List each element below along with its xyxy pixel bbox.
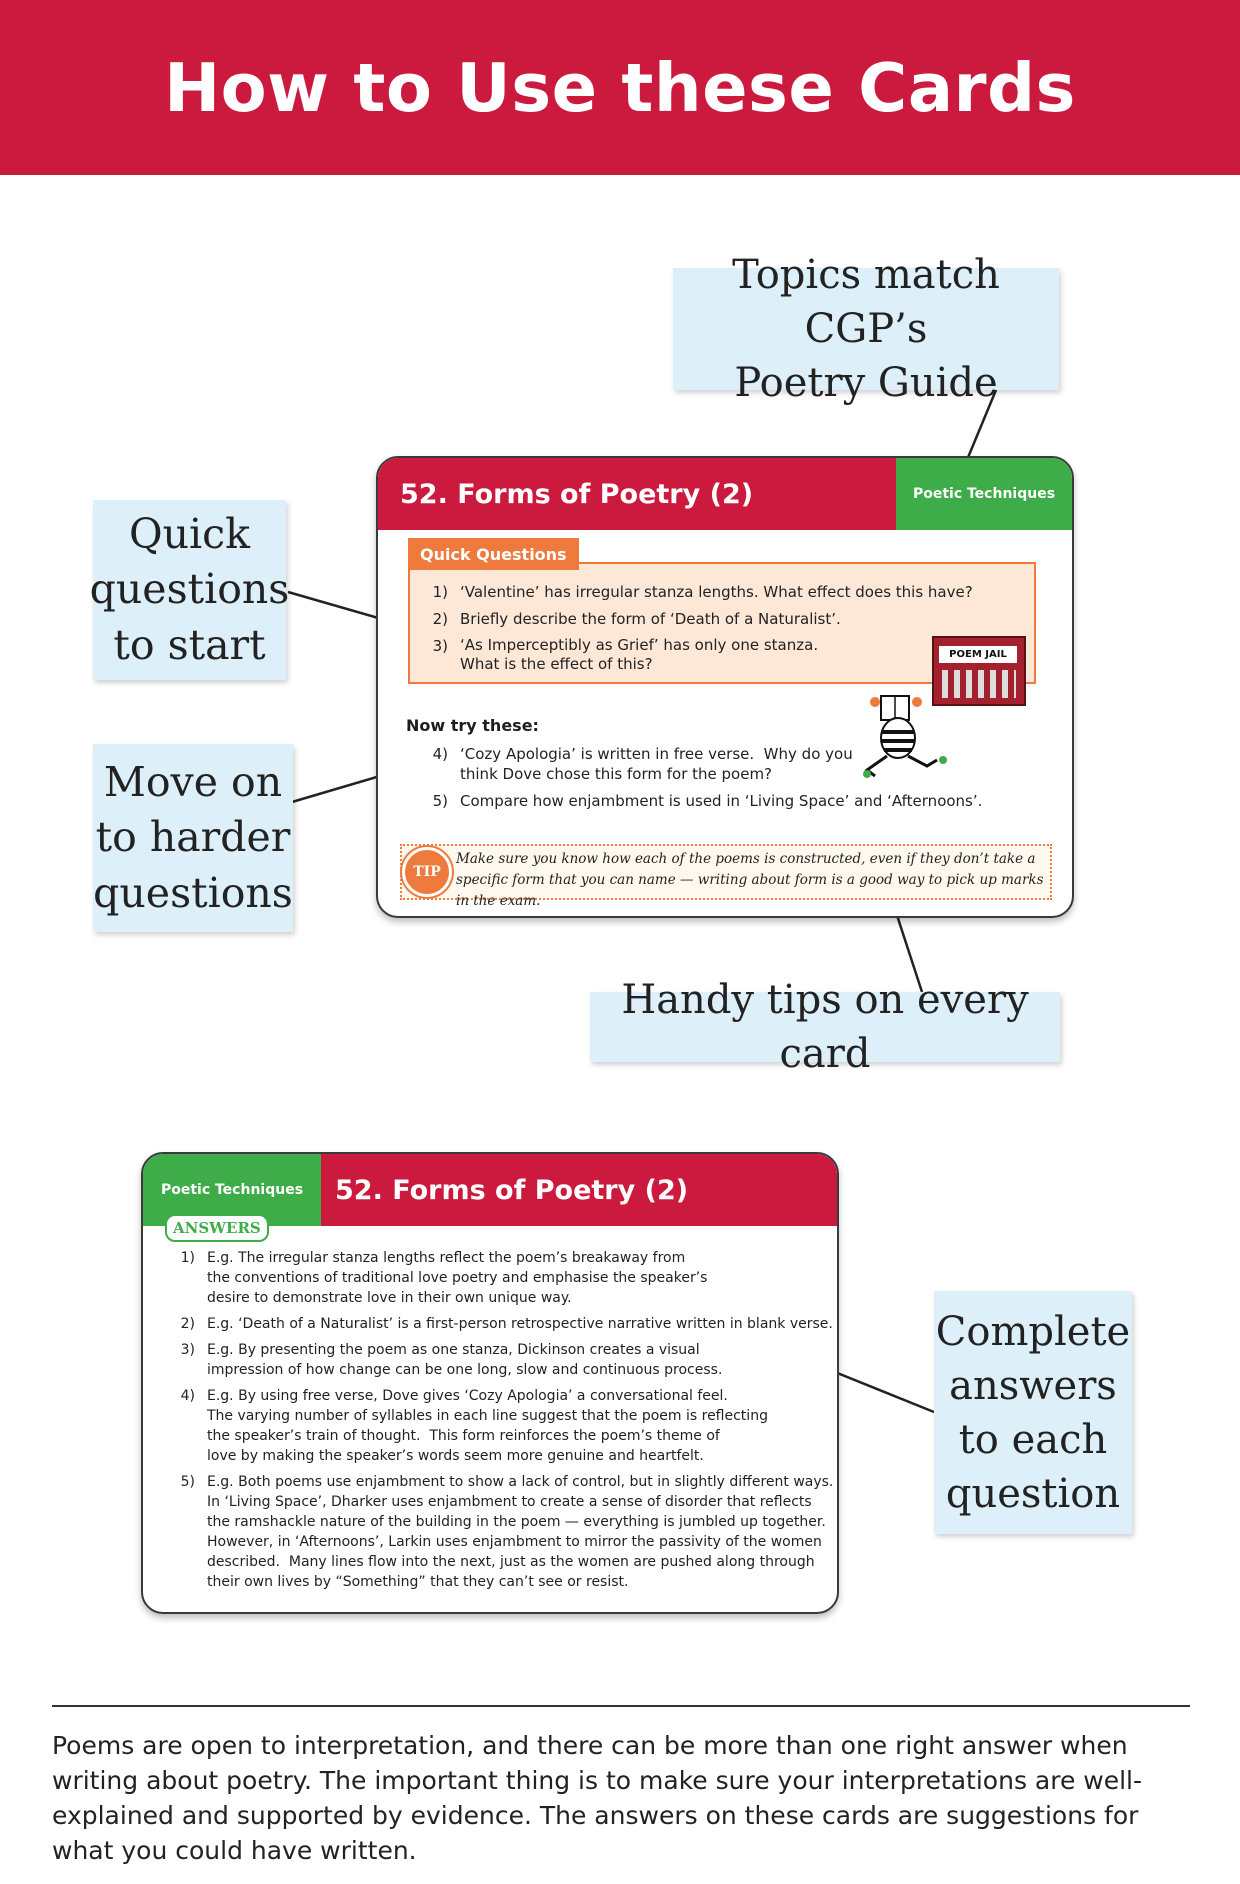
question-text: ‘Cozy Apologia’ is written in free verse. Why do you think Dove chose this form for the poem? [460, 745, 853, 783]
question-number: 4) [432, 745, 448, 763]
tip-text: Make sure you know how each of the poems is constructed, even if they don’t take a specific form that you can name — writing about form is a good way to pick up marks in the exam. [456, 851, 1044, 909]
answer-number: 4) [180, 1388, 195, 1404]
answer-card-header [321, 1154, 837, 1226]
tip-badge: TIP [402, 847, 452, 897]
answer-number: 3) [180, 1342, 195, 1358]
answer-text: E.g. The irregular stanza lengths reflect the poem’s breakaway from the conventions of traditional love poetry and emphasise the speaker’s desire to demonstrate love in their own unique way. [207, 1250, 708, 1306]
callout-quick-questions: Quick questions to start [93, 500, 286, 680]
question-card-title: 52. Forms of Poetry (2) [400, 478, 754, 510]
footer-divider [52, 1705, 1190, 1707]
now-try-these-label: Now try these: [406, 716, 539, 735]
question-text: Compare how enjambment is used in ‘Living Space’ and ‘Afternoons’. [460, 792, 983, 810]
answer-number: 2) [180, 1316, 195, 1332]
question-text: Briefly describe the form of ‘Death of a Naturalist’. [460, 610, 841, 628]
answer-card-tag-label: Poetic Techniques [160, 1182, 304, 1198]
poem-jail-sign: POEM JAIL [939, 646, 1017, 663]
question-number: 1) [432, 583, 448, 601]
answer-card [141, 1152, 839, 1614]
question-text: ‘As Imperceptibly as Grief’ has only one stanza. What is the effect of this? [460, 636, 819, 673]
question-number: 2) [432, 610, 448, 628]
answer-number: 5) [180, 1474, 195, 1490]
answer-text: E.g. ‘Death of a Naturalist’ is a first-person retrospective narrative written in blank verse. [207, 1316, 833, 1332]
footer-note: Poems are open to interpretation, and there can be more than one right answer when writing about poetry. The important thing is to make sure your interpretations are well-explained and supported by evidence. The answers on these cards are suggestions for what you could have written. [52, 1731, 1143, 1865]
answer-text: E.g. Both poems use enjambment to show a lack of control, but in slightly different ways. In ‘Living Space’, Dharker uses enjambment to create a sense of disorder that reflects the ramshackle nature of the building in the poem — everything is jumbled up together. However, in ‘Afternoons’, Larkin uses enjambment to mirror the passivity of the women described. Many lines flow into the next, just as the women are pushed along through their own lives by “Something” that they can’t see or resist. [207, 1474, 834, 1590]
answer-text: E.g. By presenting the poem as one stanza, Dickinson creates a visual impression of how change can be one long, slow and continuous process. [207, 1342, 723, 1378]
question-number: 5) [432, 792, 448, 810]
answers-badge: ANSWERS [165, 1214, 269, 1242]
callout-complete-answers: Complete answers to each question [934, 1291, 1132, 1534]
page-title: How to Use these Cards [164, 48, 1076, 127]
escaping-prisoner-illustration [853, 686, 948, 781]
answer-card-title: 52. Forms of Poetry (2) [335, 1174, 689, 1206]
quick-questions-label: Quick Questions [408, 538, 579, 570]
answer-text: E.g. By using free verse, Dove gives ‘Cozy Apologia’ a conversational feel. The varying number of syllables in each line suggest that the poem is reflecting the speaker’s train of thought. This form reinforces the poem’s theme of love by making the speaker’s words seem more genuine and heartfelt. [207, 1388, 768, 1464]
question-number: 3) [432, 637, 448, 655]
callout-harder-questions: Move on to harder questions [93, 744, 293, 932]
callout-topics: Topics match CGP’s Poetry Guide [673, 268, 1059, 390]
callout-tips: Handy tips on every card [590, 992, 1060, 1062]
jail-windows [942, 670, 1016, 698]
question-card-tag-label: Poetic Techniques [912, 486, 1056, 502]
question-card-tag [896, 458, 1072, 530]
question-text: ‘Valentine’ has irregular stanza lengths. What effect does this have? [460, 583, 973, 601]
answer-number: 1) [180, 1250, 195, 1266]
question-card [376, 456, 1074, 918]
question-card-header [378, 458, 896, 530]
